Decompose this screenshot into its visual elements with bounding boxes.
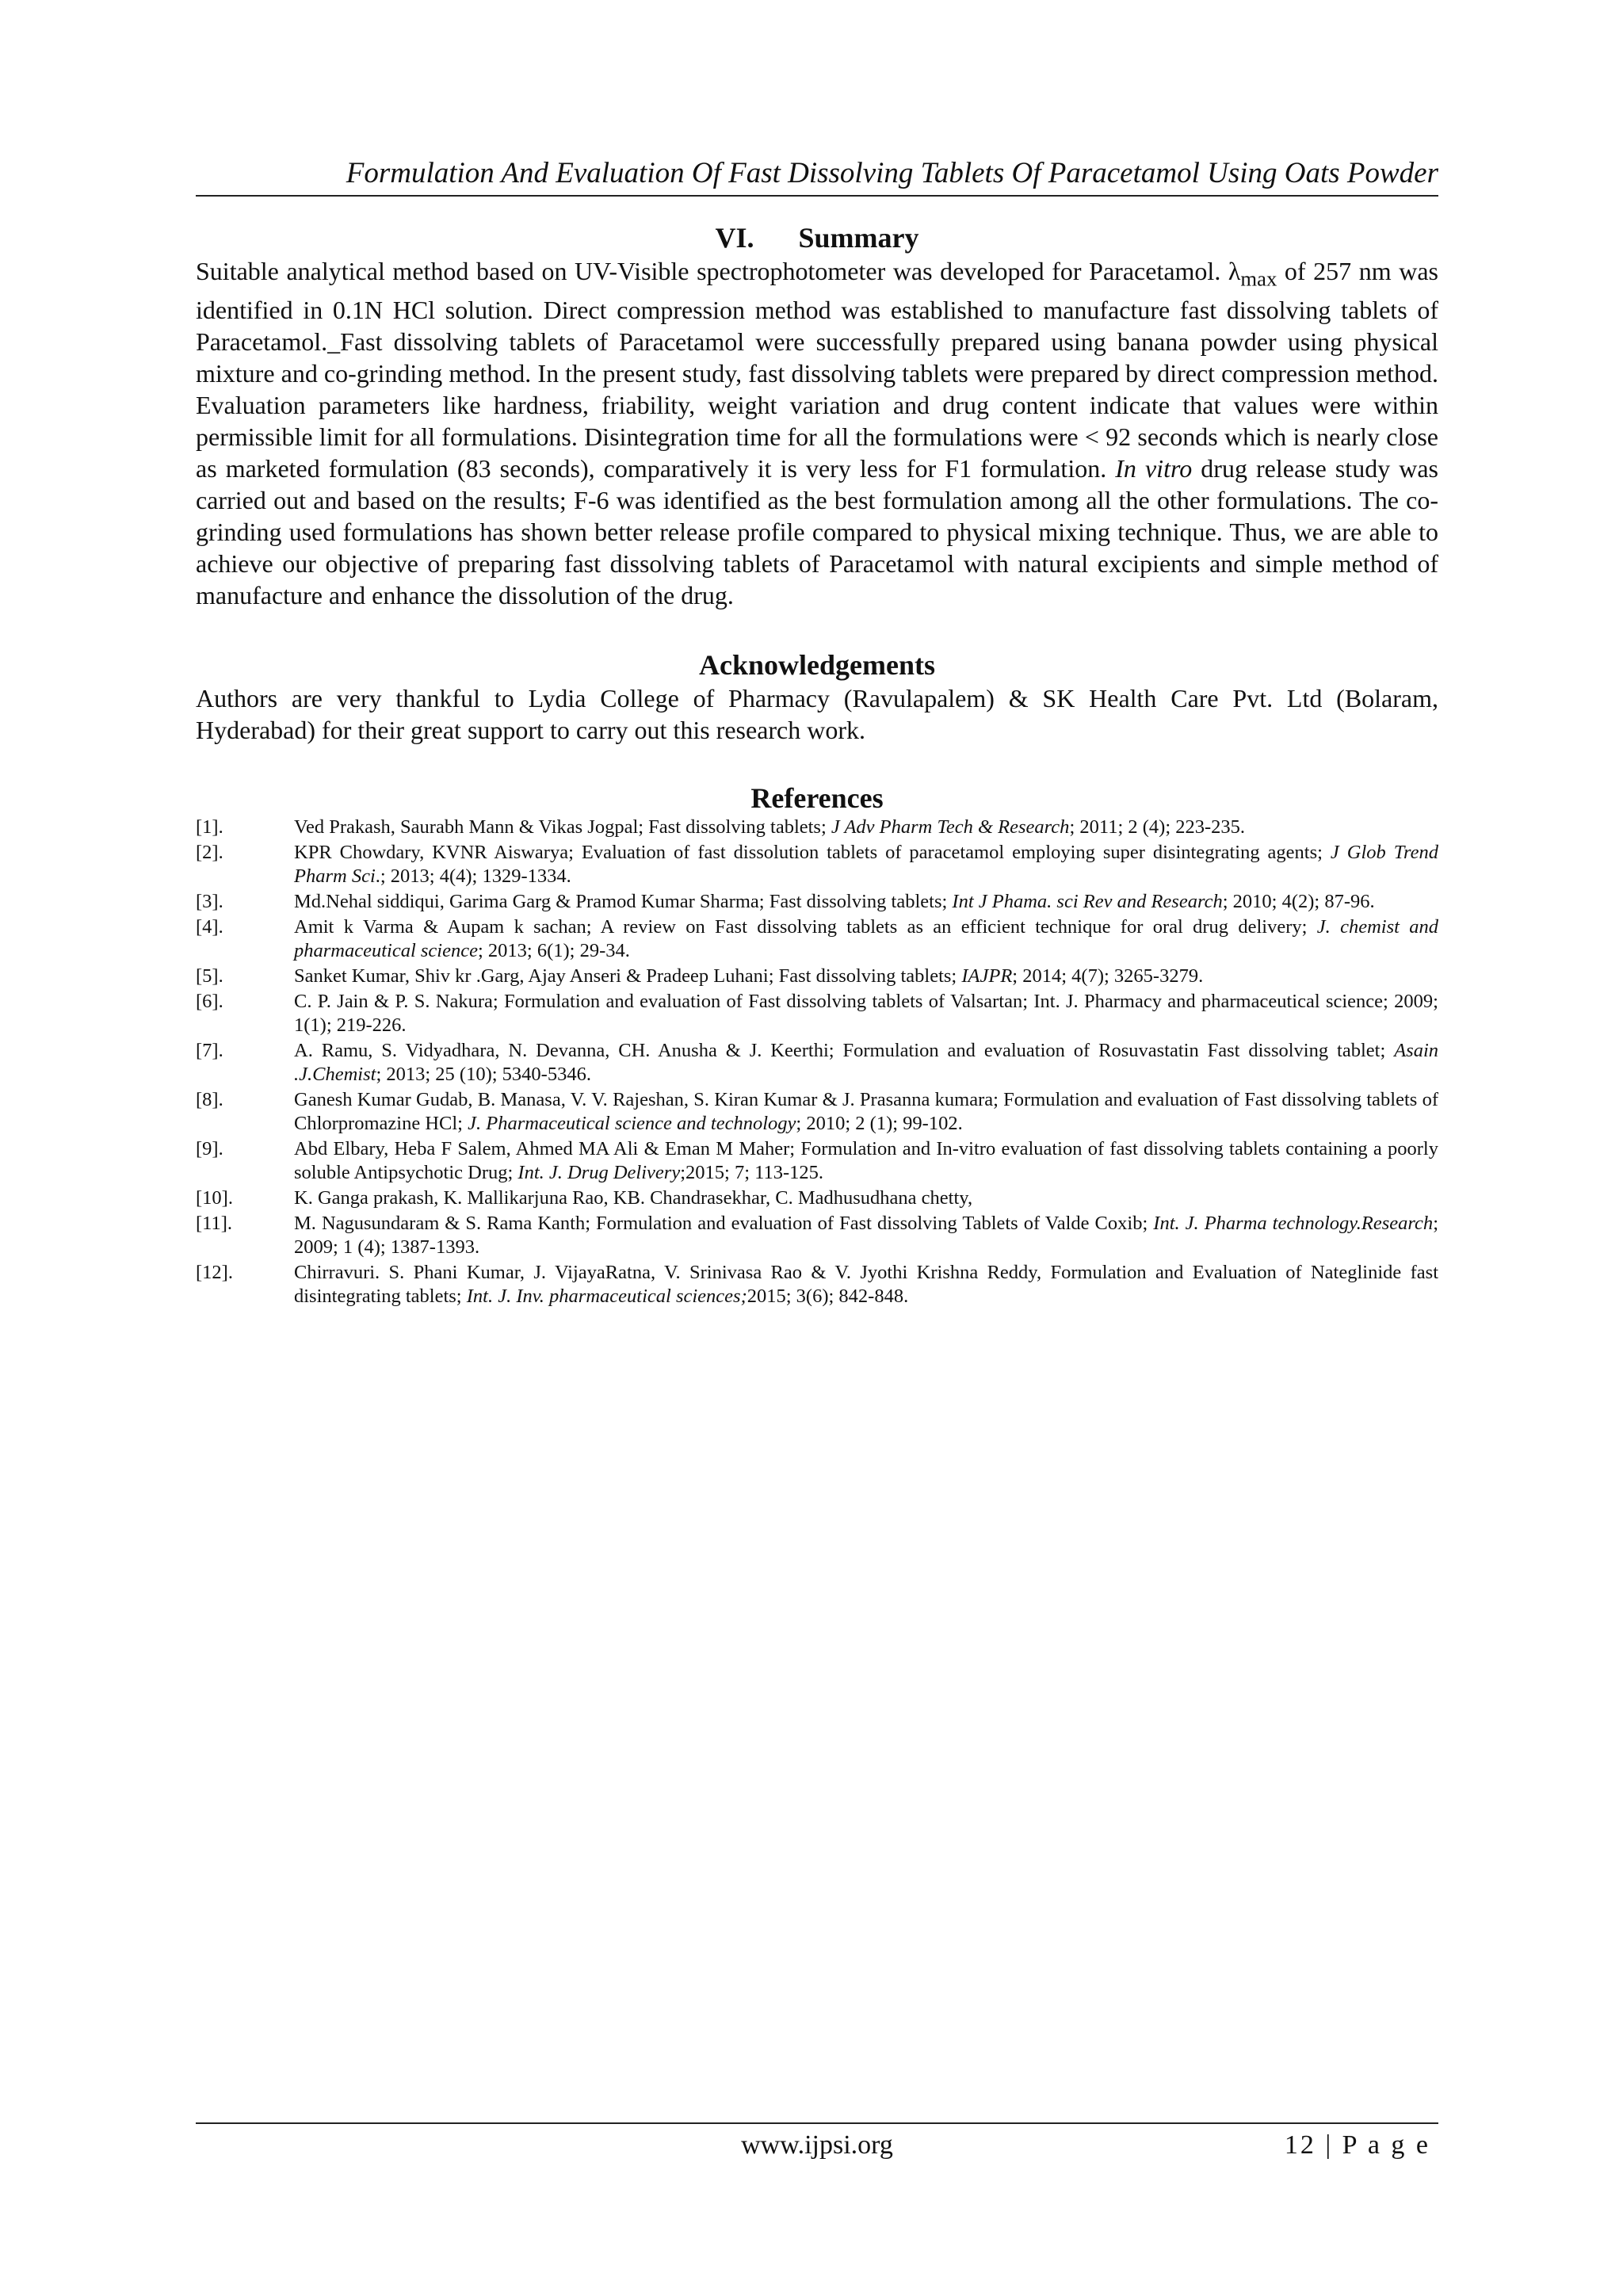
summary-text-c: Fast dissolving tablets of Paracetamol were successfully prepared using banana powder using physical mixture and co-grinding method. In the present study, fast dissolving tablets were prepared by direct compression method. Evaluation parameters like hardness, friability, weight variation and drug content indicate that values were within permissible limit for all formulations. Disintegration time for all the formulations were < 92 seconds which is nearly close as marketed formulation (83 seconds), comparatively it is very less for F1 formulation.: [196, 327, 1438, 483]
reference-journal: IAJPR: [961, 965, 1013, 988]
acknowledgements-paragraph: Authors are very thankful to Lydia College of Pharmacy (Ravulapalem) & SK Health Care Pvt. Ltd (Bolaram, Hyderabad) for their great support to carry out this research work.: [196, 684, 1438, 745]
lambda-max-subscript: max: [1240, 266, 1277, 291]
reference-journal: J. Pharmaceutical science and technology: [468, 1113, 796, 1135]
reference-number: [2].: [196, 842, 223, 864]
reference-number: [9].: [196, 1138, 223, 1160]
reference-journal: Int J Phama. sci Rev and Research: [952, 891, 1223, 913]
reference-citation-details: ;2015; 7; 113-125.: [680, 1162, 823, 1184]
summary-underscore: _: [327, 327, 341, 357]
reference-item: [196, 1137, 1438, 1185]
reference-text: [294, 890, 1438, 914]
reference-citation-details: ; 2011; 2 (4); 223-235.: [1069, 816, 1246, 839]
reference-authors-title: Ved Prakash, Saurabh Mann & Vikas Jogpal; Fast dissolving tablets;: [294, 816, 831, 839]
footer-url[interactable]: www.ijpsi.org: [741, 2130, 893, 2160]
summary-text-b: of 257 nm was identified in 0.1N HCl solution. Direct compression method was established to manufacture fast dissolving tablets of Paracetamol.: [196, 257, 1439, 357]
reference-item: [196, 1212, 1438, 1259]
document-page: [196, 0, 1438, 2296]
reference-item: [196, 1186, 1438, 1210]
reference-text: [294, 816, 1438, 839]
in-vitro-term: In vitro: [1115, 454, 1193, 483]
summary-heading: [196, 220, 1438, 255]
reference-item: [196, 816, 1438, 839]
summary-number: VI.: [715, 222, 754, 254]
reference-authors-title: Md.Nehal siddiqui, Garima Garg & Pramod Kumar Sharma; Fast dissolving tablets;: [294, 891, 953, 913]
reference-citation-details: ; 2013; 25 (10); 5340-5346.: [376, 1064, 591, 1086]
reference-citation-details: ; 2010; 4(2); 87-96.: [1222, 891, 1375, 913]
reference-text: [294, 841, 1438, 888]
reference-number: [3].: [196, 891, 223, 913]
reference-authors-title: KPR Chowdary, KVNR Aiswarya; Evaluation of fast dissolution tablets of paracetamol employing super disintegrating agents;: [294, 842, 1331, 864]
reference-number: [10].: [196, 1187, 233, 1209]
reference-item: [196, 1088, 1438, 1136]
reference-journal: J Adv Pharm Tech & Research: [831, 816, 1070, 839]
reference-citation-details: .; 2013; 4(4); 1329-1334.: [375, 865, 571, 888]
reference-authors-title: K. Ganga prakash, K. Mallikarjuna Rao, KB. Chandrasekhar, C. Madhusudhana chetty,: [294, 1187, 973, 1209]
reference-authors-title: M. Nagusundaram & S. Rama Kanth; Formulation and evaluation of Fast dissolving Tablets of Valde Coxib;: [294, 1213, 1154, 1235]
reference-item: [196, 890, 1438, 914]
reference-citation-details: ; 2013; 6(1); 29-34.: [477, 940, 630, 962]
reference-authors-title: A. Ramu, S. Vidyadhara, N. Devanna, CH. Anusha & J. Keerthi; Formulation and evaluation of Rosuvastatin Fast dissolving tablet;: [294, 1040, 1395, 1062]
reference-text: [294, 915, 1438, 963]
reference-text: [294, 990, 1438, 1037]
reference-item: [196, 915, 1438, 963]
reference-authors-title: Sanket Kumar, Shiv kr .Garg, Ajay Anseri & Pradeep Luhani; Fast dissolving tablets;: [294, 965, 962, 988]
reference-number: [12].: [196, 1262, 233, 1284]
reference-journal: Int. J. Inv. pharmaceutical sciences;: [466, 1286, 747, 1308]
reference-item: [196, 1261, 1438, 1308]
reference-number: [6].: [196, 991, 223, 1013]
header-rule: [196, 195, 1438, 197]
summary-title: Summary: [798, 222, 919, 254]
footer-rule: [196, 2122, 1438, 2124]
reference-number: [11].: [196, 1213, 233, 1235]
reference-number: [8].: [196, 1089, 223, 1111]
page-number: 12 | P a g e: [1284, 2130, 1430, 2160]
reference-authors-title: Chirravuri. S. Phani Kumar, J. VijayaRatna, V. Srinivasa Rao & V. Jyothi Krishna Reddy, Formulation and Evaluation of Nateglinide fast disintegrating tablets;: [294, 1262, 1438, 1308]
reference-citation-details: ; 2009; 1 (4); 1387-1393.: [294, 1213, 1438, 1259]
reference-citation-details: ; 2014; 4(7); 3265-3279.: [1012, 965, 1204, 988]
reference-authors-title: Amit k Varma & Aupam k sachan; A review on Fast dissolving tablets as an efficient technique for oral drug delivery;: [294, 916, 1317, 938]
reference-citation-details: ; 2010; 2 (1); 99-102.: [796, 1113, 963, 1135]
reference-authors-title: Ganesh Kumar Gudab, B. Manasa, V. V. Rajeshan, S. Kiran Kumar & J. Prasanna kumara; Formulation and evaluation of Fast dissolving tablets of Chlorpromazine HCl;: [294, 1089, 1438, 1135]
reference-list: [196, 816, 1438, 1308]
reference-text: [294, 1039, 1438, 1087]
reference-number: [5].: [196, 965, 223, 988]
reference-item: [196, 965, 1438, 988]
summary-paragraph: [196, 255, 1438, 611]
reference-number: [4].: [196, 916, 223, 938]
summary-text-a: Suitable analytical method based on UV-Visible spectrophotometer was developed for Paracetamol. λ: [196, 257, 1241, 285]
reference-number: [1].: [196, 816, 223, 839]
reference-text: [294, 965, 1438, 988]
references-heading: References: [750, 782, 884, 815]
reference-item: [196, 990, 1438, 1037]
running-header: Formulation And Evaluation Of Fast Dissolving Tablets Of Paracetamol Using Oats Powder: [346, 157, 1438, 189]
summary-text-d: drug release study was carried out and based on the results; F-6 was identified as the best formulation among all the other formulations. The co-grinding used formulations has shown better release profile compared to physical mixing technique. Thus, we are able to achieve our objective of preparing fast dissolving tablets of Paracetamol with natural excipients and simple method of manufacture and enhance the dissolution of the drug.: [196, 454, 1439, 610]
reference-journal: Int. J. Pharma technology.Research: [1153, 1213, 1434, 1235]
reference-text: [294, 1212, 1438, 1259]
reference-item: [196, 841, 1438, 888]
reference-authors-title: C. P. Jain & P. S. Nakura; Formulation and evaluation of Fast dissolving tablets of Valsartan; Int. J. Pharmacy and pharmaceutical science; 2009; 1(1); 219-226.: [294, 991, 1438, 1037]
reference-item: [196, 1039, 1438, 1087]
reference-number: [7].: [196, 1040, 223, 1062]
reference-journal: J. chemist and pharmaceutical science: [294, 916, 1439, 962]
acknowledgements-heading: Acknowledgements: [699, 649, 935, 682]
page-footer: [196, 2128, 1438, 2163]
main-content: [196, 220, 1438, 1310]
reference-text: [294, 1261, 1438, 1308]
reference-citation-details: 2015; 3(6); 842-848.: [747, 1286, 909, 1308]
reference-text: [294, 1137, 1438, 1185]
reference-journal: J Glob Trend Pharm Sci: [294, 842, 1438, 888]
reference-journal: Asain .J.Chemist: [294, 1040, 1438, 1086]
reference-journal: Int. J. Drug Delivery: [517, 1162, 681, 1184]
reference-text: [294, 1186, 1438, 1210]
reference-text: [294, 1088, 1438, 1136]
reference-authors-title: Abd Elbary, Heba F Salem, Ahmed MA Ali & Eman M Maher; Formulation and In-vitro evaluation of fast dissolving tablets containing a poorly soluble Antipsychotic Drug;: [294, 1138, 1438, 1184]
